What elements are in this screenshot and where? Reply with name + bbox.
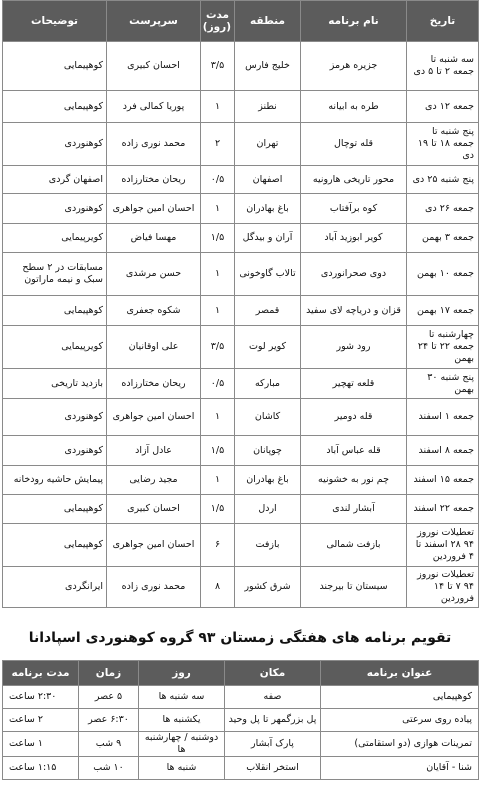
row-notes: کوهنوردی [3, 194, 107, 224]
row-region: بازفت [235, 524, 301, 567]
row-date: پنج شنبه تا جمعه ۱۸ تا ۱۹ دی [407, 123, 479, 166]
row-notes: کوهنوردی [3, 399, 107, 436]
row-program: رود شور [301, 326, 407, 369]
row-region: اصفهان [235, 166, 301, 194]
row-leader: محمد نوری زاده [107, 123, 201, 166]
row-duration: ۱ [201, 296, 235, 326]
table-row [3, 757, 479, 780]
row-time: ۶:۳۰ عصر [79, 709, 139, 732]
table-header-row [3, 1, 479, 42]
row-leader: پوریا کمالی فرد [107, 91, 201, 123]
row-program: کویر ابوزید آباد [301, 224, 407, 253]
row-date: پنج شنبه ۳۰ بهمن [407, 369, 479, 399]
row-notes: کوهپیمایی [3, 495, 107, 524]
row-region: چوپانان [235, 436, 301, 466]
row-region: تالاب گاوخونی [235, 253, 301, 296]
table-row [3, 686, 479, 709]
table-row [3, 326, 479, 369]
row-program: قلعه تهچیر [301, 369, 407, 399]
row-program: قله توچال [301, 123, 407, 166]
row-duration: ۱ [201, 194, 235, 224]
header-duration: مدت برنامه [3, 661, 79, 686]
header-place: مکان [225, 661, 321, 686]
header-date: تاریخ [407, 1, 479, 42]
row-program: بازفت شمالی [301, 524, 407, 567]
row-duration: ۲ ساعت [3, 709, 79, 732]
table-row [3, 399, 479, 436]
row-program: قله دومیر [301, 399, 407, 436]
row-date: سه شنبه تا جمعه ۲ تا ۵ دی [407, 42, 479, 91]
row-duration: ۱/۵ [201, 495, 235, 524]
header-leader: سرپرست [107, 1, 201, 42]
row-leader: مجید رضایی [107, 466, 201, 495]
row-notes: کوهپیمایی [3, 524, 107, 567]
row-region: مبارکه [235, 369, 301, 399]
row-program: قزان و دریاچه لای سفید [301, 296, 407, 326]
row-region: اردل [235, 495, 301, 524]
row-place: پل بزرگمهر تا پل وحید [225, 709, 321, 732]
row-duration: ۱ [201, 466, 235, 495]
row-title: تمرینات هوازی (دو استقامتی) [321, 732, 479, 757]
header-duration: مدت (روز) [201, 1, 235, 42]
row-notes: ایرانگردی [3, 567, 107, 608]
row-notes: کویرپیمایی [3, 224, 107, 253]
table-row [3, 709, 479, 732]
row-notes: بازدید تاریخی [3, 369, 107, 399]
row-duration: ۱ [201, 399, 235, 436]
row-notes: اصفهان گردی [3, 166, 107, 194]
row-region: باغ بهادران [235, 466, 301, 495]
row-duration: ۰/۵ [201, 166, 235, 194]
row-date: جمعه ۸ اسفند [407, 436, 479, 466]
row-leader: مهسا فیاض [107, 224, 201, 253]
row-program: چم نور به خشونیه [301, 466, 407, 495]
row-region: باغ بهادران [235, 194, 301, 224]
row-leader: احسان کبیری [107, 495, 201, 524]
row-time: ۱۰ شب [79, 757, 139, 780]
row-region: قمصر [235, 296, 301, 326]
row-program: قله عباس آباد [301, 436, 407, 466]
table-body [3, 42, 479, 608]
row-day: سه شنبه ها [139, 686, 225, 709]
row-date: جمعه ۱۵ اسفند [407, 466, 479, 495]
row-region: خلیج فارس [235, 42, 301, 91]
row-duration: ۳/۵ [201, 42, 235, 91]
weekly-calendar-title: تقویم برنامه های هفتگی زمستان ۹۳ گروه کوهنوردی اسپادانا [28, 630, 452, 646]
row-day: یکشنبه ها [139, 709, 225, 732]
table-row [3, 732, 479, 757]
row-program: سیستان تا بیرجند [301, 567, 407, 608]
table-row [3, 253, 479, 296]
row-leader: احسان امین جواهری [107, 194, 201, 224]
table-row [3, 567, 479, 608]
row-duration: ۱/۵ [201, 224, 235, 253]
header-time: زمان [79, 661, 139, 686]
row-notes: پیمایش حاشیه رودخانه [3, 466, 107, 495]
row-date: تعطیلات نوروز ۹۴ ۷ تا ۱۴ فروردین [407, 567, 479, 608]
header-program: نام برنامه [301, 1, 407, 42]
row-date: جمعه ۱۲ دی [407, 91, 479, 123]
header-day: روز [139, 661, 225, 686]
row-leader: احسان امین جواهری [107, 524, 201, 567]
table-row [3, 369, 479, 399]
table-row [3, 436, 479, 466]
row-leader: ریحان مختارزاده [107, 369, 201, 399]
row-region: آران و بیدگل [235, 224, 301, 253]
row-time: ۵ عصر [79, 686, 139, 709]
row-duration: ۱ [201, 253, 235, 296]
row-notes: کوهنوردی [3, 123, 107, 166]
table-row [3, 166, 479, 194]
winter-program-table [2, 0, 479, 608]
row-duration: ۸ [201, 567, 235, 608]
table-row [3, 42, 479, 91]
row-place: پارک آبشار [225, 732, 321, 757]
header-notes: توضیحات [3, 1, 107, 42]
row-duration: ۳/۵ [201, 326, 235, 369]
row-date: جمعه ۲۶ دی [407, 194, 479, 224]
row-day: دوشنبه / چهارشنبه ها [139, 732, 225, 757]
row-region: نطنز [235, 91, 301, 123]
row-notes: کوهپیمایی [3, 91, 107, 123]
row-date: جمعه ۱ اسفند [407, 399, 479, 436]
row-program: جزیره هرمز [301, 42, 407, 91]
row-duration: ۱:۱۵ ساعت [3, 757, 79, 780]
table-row [3, 224, 479, 253]
row-duration: ۶ [201, 524, 235, 567]
table-row [3, 466, 479, 495]
row-leader: علی اوقانیان [107, 326, 201, 369]
row-duration: ۱ [201, 91, 235, 123]
table-row [3, 495, 479, 524]
weekly-program-table [2, 660, 479, 780]
row-leader: ریحان مختارزاده [107, 166, 201, 194]
row-place: استخر انقلاب [225, 757, 321, 780]
row-program: محور تاریخی هارونیه [301, 166, 407, 194]
header-region: منطقه [235, 1, 301, 42]
row-duration: ۱ ساعت [3, 732, 79, 757]
row-notes: کویرپیمایی [3, 326, 107, 369]
row-title: پیاده روی سرعتی [321, 709, 479, 732]
table-body [3, 686, 479, 780]
row-date: جمعه ۲۲ اسفند [407, 495, 479, 524]
row-day: شنبه ها [139, 757, 225, 780]
row-notes: کوهنوردی [3, 436, 107, 466]
row-date: جمعه ۱۰ بهمن [407, 253, 479, 296]
row-time: ۹ شب [79, 732, 139, 757]
row-program: آبشار لندی [301, 495, 407, 524]
table-row [3, 91, 479, 123]
table-row [3, 194, 479, 224]
row-date: جمعه ۳ بهمن [407, 224, 479, 253]
row-leader: احسان کبیری [107, 42, 201, 91]
row-duration: ۱/۵ [201, 436, 235, 466]
header-title: عنوان برنامه [321, 661, 479, 686]
row-notes: مسابقات در ۲ سطح سبک و نیمه ماراتون [3, 253, 107, 296]
row-leader: عادل آزاد [107, 436, 201, 466]
row-date: چهارشنبه تا جمعه ۲۲ تا ۲۴ بهمن [407, 326, 479, 369]
row-duration: ۲:۳۰ ساعت [3, 686, 79, 709]
row-leader: محمد نوری زاده [107, 567, 201, 608]
row-leader: حسن مرشدی [107, 253, 201, 296]
row-place: صفه [225, 686, 321, 709]
row-title: شنا - آقایان [321, 757, 479, 780]
row-region: کاشان [235, 399, 301, 436]
row-leader: احسان امین جواهری [107, 399, 201, 436]
row-date: جمعه ۱۷ بهمن [407, 296, 479, 326]
row-region: تهران [235, 123, 301, 166]
row-duration: ۲ [201, 123, 235, 166]
row-date: پنج شنبه ۲۵ دی [407, 166, 479, 194]
row-notes: کوهپیمایی [3, 296, 107, 326]
row-program: دوی صحرانوردی [301, 253, 407, 296]
table-header-row [3, 661, 479, 686]
table-row [3, 296, 479, 326]
table-row [3, 123, 479, 166]
row-date: تعطیلات نوروز ۹۴ ۲۸ اسفند تا ۴ فروردین [407, 524, 479, 567]
row-program: طره به ابیانه [301, 91, 407, 123]
row-duration: ۰/۵ [201, 369, 235, 399]
row-region: شرق کشور [235, 567, 301, 608]
row-program: کوه برآفتاب [301, 194, 407, 224]
row-title: کوهپیمایی [321, 686, 479, 709]
table-row [3, 524, 479, 567]
row-leader: شکوه جعفری [107, 296, 201, 326]
row-region: کویر لوت [235, 326, 301, 369]
row-notes: کوهپیمایی [3, 42, 107, 91]
